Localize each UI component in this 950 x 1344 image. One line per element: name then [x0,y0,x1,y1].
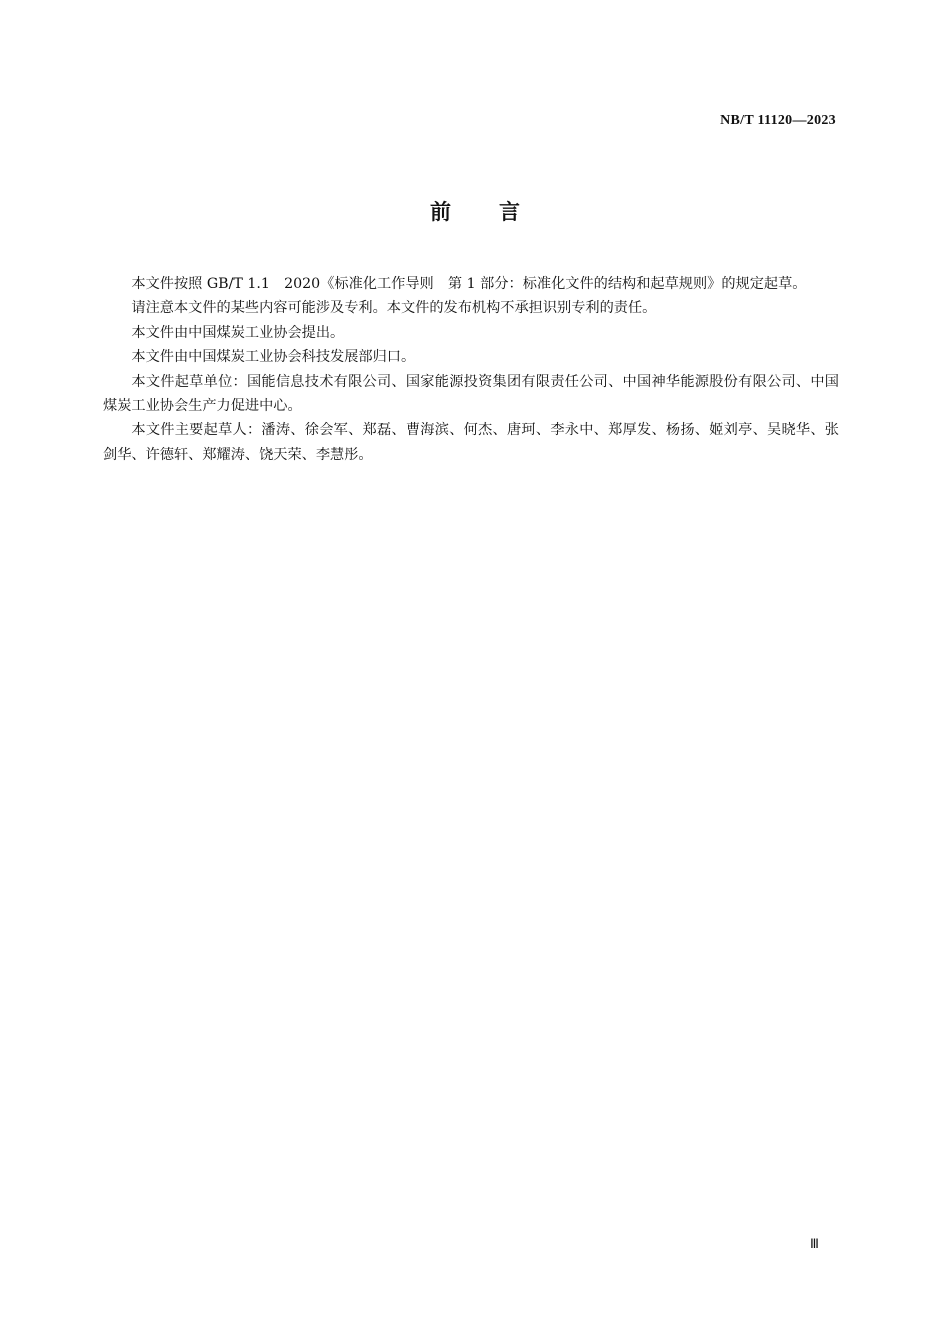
paragraph-patent-notice: 请注意本文件的某些内容可能涉及专利。本文件的发布机构不承担识别专利的责任。 [131,300,657,317]
paragraph-drafting-units: 本文件起草单位：国能信息技术有限公司、国家能源投资集团有限责任公司、中国神华能源股份有限公司、中国煤炭工业协会生产力促进中心。 [103,373,839,415]
foreword-body [103,272,839,467]
page-title: 前言 [430,200,568,224]
paragraph-drafters: 本文件主要起草人：潘涛、徐会军、郑磊、曹海滨、何杰、唐珂、李永中、郑厚发、杨扬、姬刘亭、吴晓华、张剑华、许德轩、郑耀涛、饶天荣、李慧彤。 [103,422,839,463]
standard-number: NB/T 11120—2023 [720,113,836,128]
paragraph-centralized-by: 本文件由中国煤炭工业协会科技发展部归口。 [131,349,416,366]
paragraph-drafting-rules: 本文件按照 GB/T 1.1 2020《标准化工作导则 第 1 部分：标准化文件的结构和起草规则》的规定起草。 [131,276,807,292]
paragraph-proposed-by: 本文件由中国煤炭工业协会提出。 [131,324,345,341]
page-number: Ⅲ [810,1236,819,1251]
